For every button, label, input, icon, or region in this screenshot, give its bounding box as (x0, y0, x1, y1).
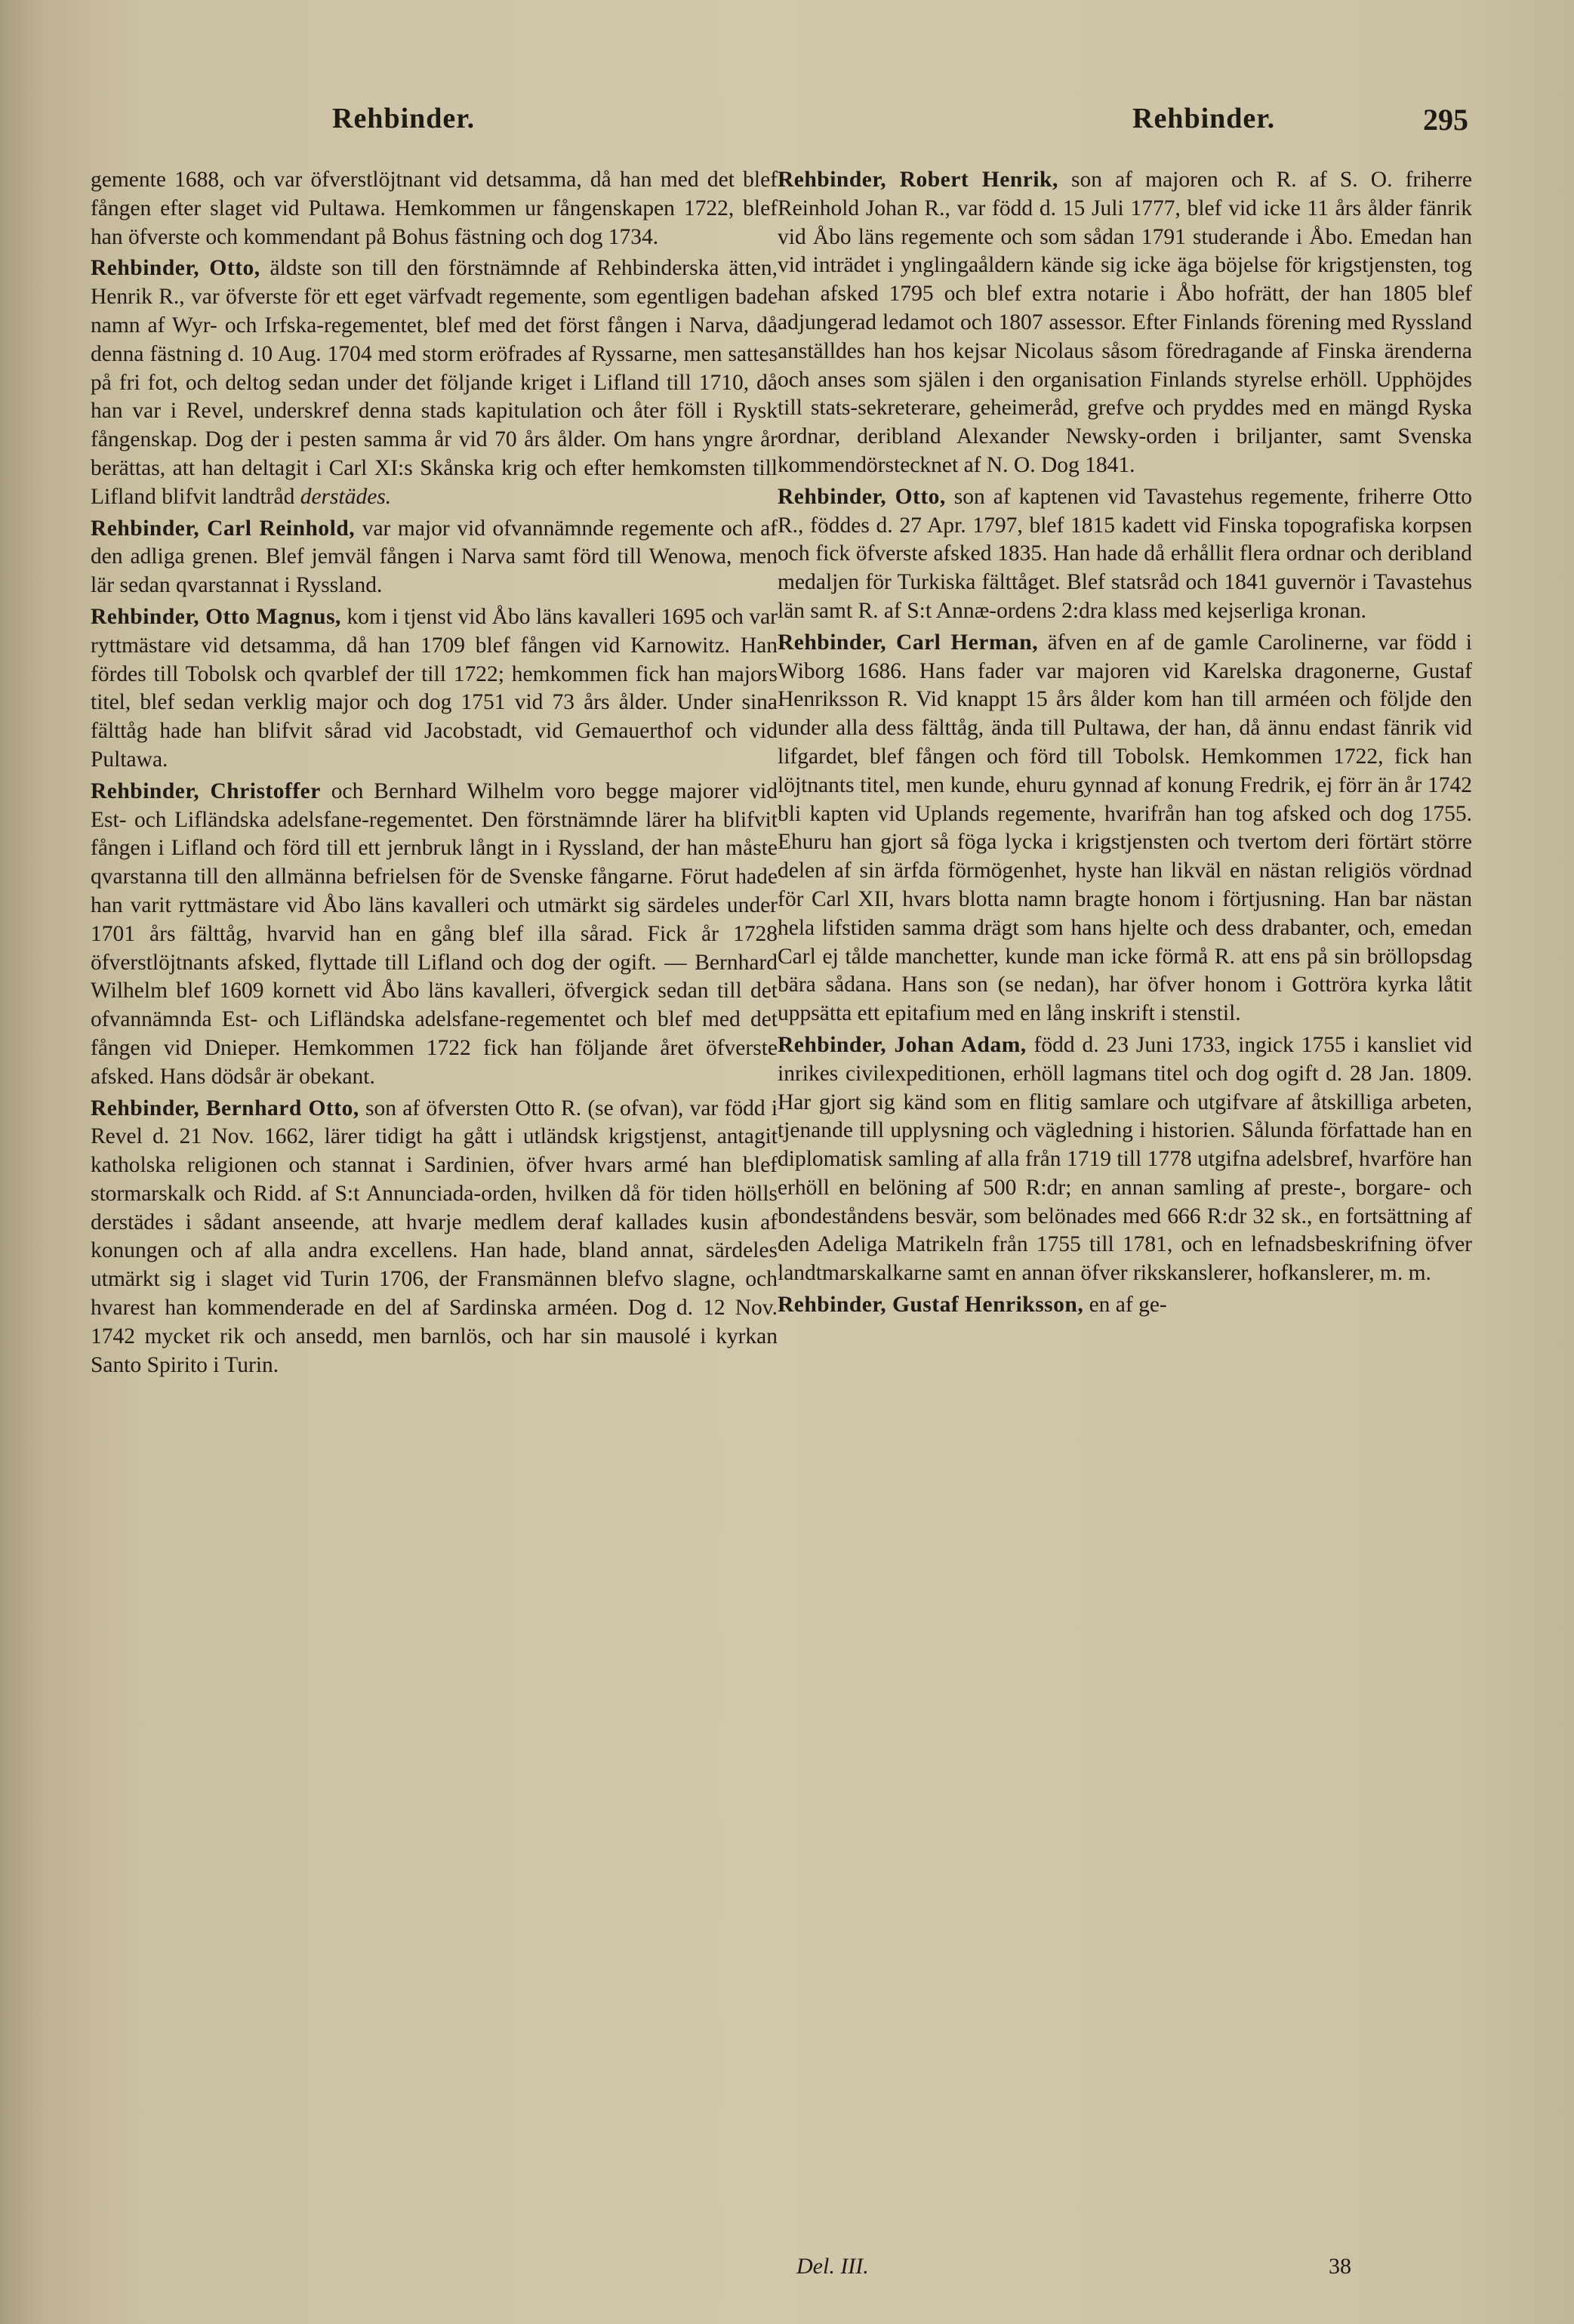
entry (778, 166, 1472, 480)
entry-name: Rehbinder, Otto, (778, 484, 946, 509)
entry-text: gemente 1688, och var öfverstlöjtnant vid detsamma, då han med det blef fången efter slaget vid Pultawa. Hemkommen ur fångenskapen 1722, blef han öfverste och kommendant på Bohus fästning och dog 1734. (91, 168, 778, 249)
entry (778, 629, 1472, 1028)
entry (91, 515, 778, 600)
entry-text: född d. 23 Juni 1733, ingick 1755 i kansliet vid inrikes civilexpeditionen, erhöll lagmans titel och dog ogift d. 28 Jan. 1809. Har gjort sig känd som en flitig samlare och utgifvare af åtskilliga arbeten, tjenande till upplysning och vägledning i historien. Sålunda författade han en diplomatisk samling af alla från 1719 till 1778 utgifna adelsbref, hvarföre han erhöll en belöning af 500 R:dr; en annan samling af preste-, borgare- och bondeståndens besvär, som belönades med 666 R:dr 32 sk., en fortsättning af den Adeliga Matrikeln från 1755 till 1781, och en lefnadsbeskrifning öfver landtmarskalkarne samt en annan öfver rikskanslerer, hofkanslerer, m. m. (778, 1032, 1473, 1286)
entry-name: Rehbinder, Carl Herman, (778, 630, 1039, 655)
entry-name: Rehbinder, Otto Magnus, (91, 604, 341, 629)
entry-name: Rehbinder, Gustaf Henriksson, (778, 1293, 1084, 1318)
entry-name: Rehbinder, Carl Reinhold, (91, 516, 356, 541)
entry-name: Rehbinder, Otto, (91, 256, 260, 281)
entry-text: var major vid ofvannämnde regemente och af den adliga grenen. Blef jemväl fången i Narva samt förd till Wenowa, men lär sedan qvarstannat i Ryssland. (91, 516, 778, 598)
entry-text: äldste son till den förstnämnde af Rehbinderska ätten, Henrik R., var öfverste för ett eget värfvadt regemente, som egentligen bade namn af Wyr- och Irfska-regementet, blef med det först fången i Narva, då denna fästning d. 10 Aug. 1704 med storm eröfrades af Ryssarne, men sattes på fri fot, och deltog sedan under det följande kriget i Lifland till 1710, då han var i Revel, underskref denna stads kapitulation och åter föll i Rysk fångenskap. Dog der i pesten samma år vid 70 års ålder. Om hans yngre år berättas, att han deltagit i Carl XI:s Skånska krig och efter hemkomsten till Lifland blifvit landtråd (91, 256, 778, 509)
running-head-left: Rehbinder. (332, 103, 476, 134)
entry (778, 1291, 1472, 1320)
entry-name: Rehbinder, Robert Henrik, (778, 168, 1058, 192)
right-column (778, 166, 1472, 1323)
entry (778, 1031, 1472, 1288)
entry (91, 1095, 778, 1380)
entry-text: son af kaptenen vid Tavastehus regemente, friherre Otto R., föddes d. 27 Apr. 1797, blef 1815 kadett vid Finska topografiska korpsen och fick öfverste afsked 1835. Han hade då erhållit flera ordnar och deribland medaljen för Turkiska fälttåget. Blef statsråd och 1841 guvernör i Tavastehus län samt R. af S:t Annæ-ordens 2:dra klass med kejserliga kronan. (778, 484, 1473, 623)
entry-text: son af majoren och R. af S. O. friherre Reinhold Johan R., var född d. 15 Juli 1777, blef vid icke 11 års ålder fänrik vid Åbo läns regemente och som sådan 1791 studerande i Åbo. Emedan han vid inträdet i ynglingaåldern kände sig icke äga böjelse för krigstjensten, tog han afsked 1795 och blef extra notarie i Åbo hofrätt, der han 1805 blef adjungerad ledamot och 1807 assessor. Efter Finlands förening med Ryssland anställdes han hos kejsar Nicolaus såsom föredragande af Finska ärenderna och anses som själen i den organisation Finlands styrelse erhöll. Upphöjdes till stats-sekreterare, geheimeråd, grefve och pryddes med en mängd Ryska ordnar, deribland Alexander Newsky-orden i briljanter, samt Svenska kommendörstecknet af N. O. Dog 1841. (778, 168, 1473, 477)
entry-tail: derstädes. (300, 484, 392, 509)
entry-text: och Bernhard Wilhelm voro begge majorer vid Est- och Lifländska adelsfane-regementet. Den förstnämnde lärer ha blifvit fången i Lifland och förd till ett jernbruk långt in i Ryssland, der han måste qvarstanna till den allmänna befrielsen för de Svenske fångarne. Förut hade han varit ryttmästare vid Åbo läns kavalleri och utmärkt sig särdeles under 1701 års fälttåg, hvarvid han en gång blef illa sårad. Fick år 1728 öfverstlöjtnants afsked, flyttade till Lifland och dog der ogift. — Bernhard Wilhelm blef 1609 kornett vid Åbo läns kavalleri, öfvergick sedan till det ofvannämnda Est- och Lifländska adelsfane-regementet och blef med det fången vid Dnieper. Hemkommen 1722 fick han följande året öfverste afsked. Hans dödsår är obekant. (91, 778, 778, 1089)
entry-text: äfven en af de gamle Carolinerne, var född i Wiborg 1686. Hans fader var majoren vid Karelska dragonerne, Gustaf Henriksson R. Vid knappt 15 års ålder kom han till arméen och följde den under alla dess fälttåg, ända till Pultawa, der han, då ännu endast fänrik vid lifgardet, blef fången och förd till Tobolsk. Hemkommen 1722, fick han löjtnants titel, men kunde, ehuru gynnad af konung Fredrik, ej förr än år 1742 bli kapten vid Uplands regemente, hvarifrån han tog afsked och dog 1755. Ehuru han gjort så föga lycka i krigstjensten och tvertom deri förtärt större delen af sin ärfda förmögenhet, hyste han likväl en nästan religiös vördnad för Carl XII, hvars blotta namn bragte honom i förtjusning. Han bar nästan hela lifstiden samma drägt som hans hjelte och dess drabanter, och, emedan Carl ej tålde manchetter, kunde man icke förmå R. att ens på sin bröllopsdag bära sådana. Hans son (se nedan), har öfver honom i Gottröra kyrka låtit uppsätta ett epitafium med en lång inskrift i stenstil. (778, 630, 1473, 1026)
entry-name: Rehbinder, Johan Adam, (778, 1032, 1027, 1057)
footer-sheet-number: 38 (1329, 2254, 1351, 2279)
entry (91, 166, 778, 251)
entry (91, 603, 778, 775)
footer-signature: Del. III. (796, 2254, 869, 2279)
entry (91, 778, 778, 1092)
entry-text: en af ge- (1089, 1293, 1167, 1318)
running-head-right: Rehbinder. (1132, 103, 1276, 134)
entry-name: Rehbinder, Christoffer (91, 778, 321, 803)
page-number: 295 (1423, 103, 1468, 137)
entry-text: son af öfversten Otto R. (se ofvan), var född i Revel d. 21 Nov. 1662, lärer tidigt ha gått i utländsk krigstjenst, antagit katholska religionen och stannat i Sardinien, öfver hvars armé han blef stormarskalk och Ridd. af S:t Annunciada-orden, hvilken då för tiden hölls derstädes i sådant anseende, att hvarje medlem deraf kallades kusin af konungen och af alla andra excellens. Han hade, bland annat, särdeles utmärkt sig i slaget vid Turin 1706, der Fransmännen blefvo slagne, och hvarest han kommenderade en del af Sardinska arméen. Dog d. 12 Nov. 1742 mycket rik och ansedd, men barnlös, och har sin mausolé i kyrkan Santo Spirito i Turin. (91, 1096, 778, 1377)
entry (91, 254, 778, 511)
entry (778, 483, 1472, 626)
entry-name: Rehbinder, Bernhard Otto, (91, 1096, 359, 1120)
left-column (91, 166, 778, 1382)
entry-text: kom i tjenst vid Åbo läns kavalleri 1695 och var ryttmästare vid detsamma, då han 1709 blef fången vid Karnowitz. Han fördes till Tobolsk och qvarblef der till 1722; hemkommen fick han majors titel, blef sedan verklig major och dog 1751 vid 73 års ålder. Under sina fälttåg hade han blifvit sårad vid Jacobstadt, vid Gemauerthof och vid Pultawa. (91, 604, 778, 772)
